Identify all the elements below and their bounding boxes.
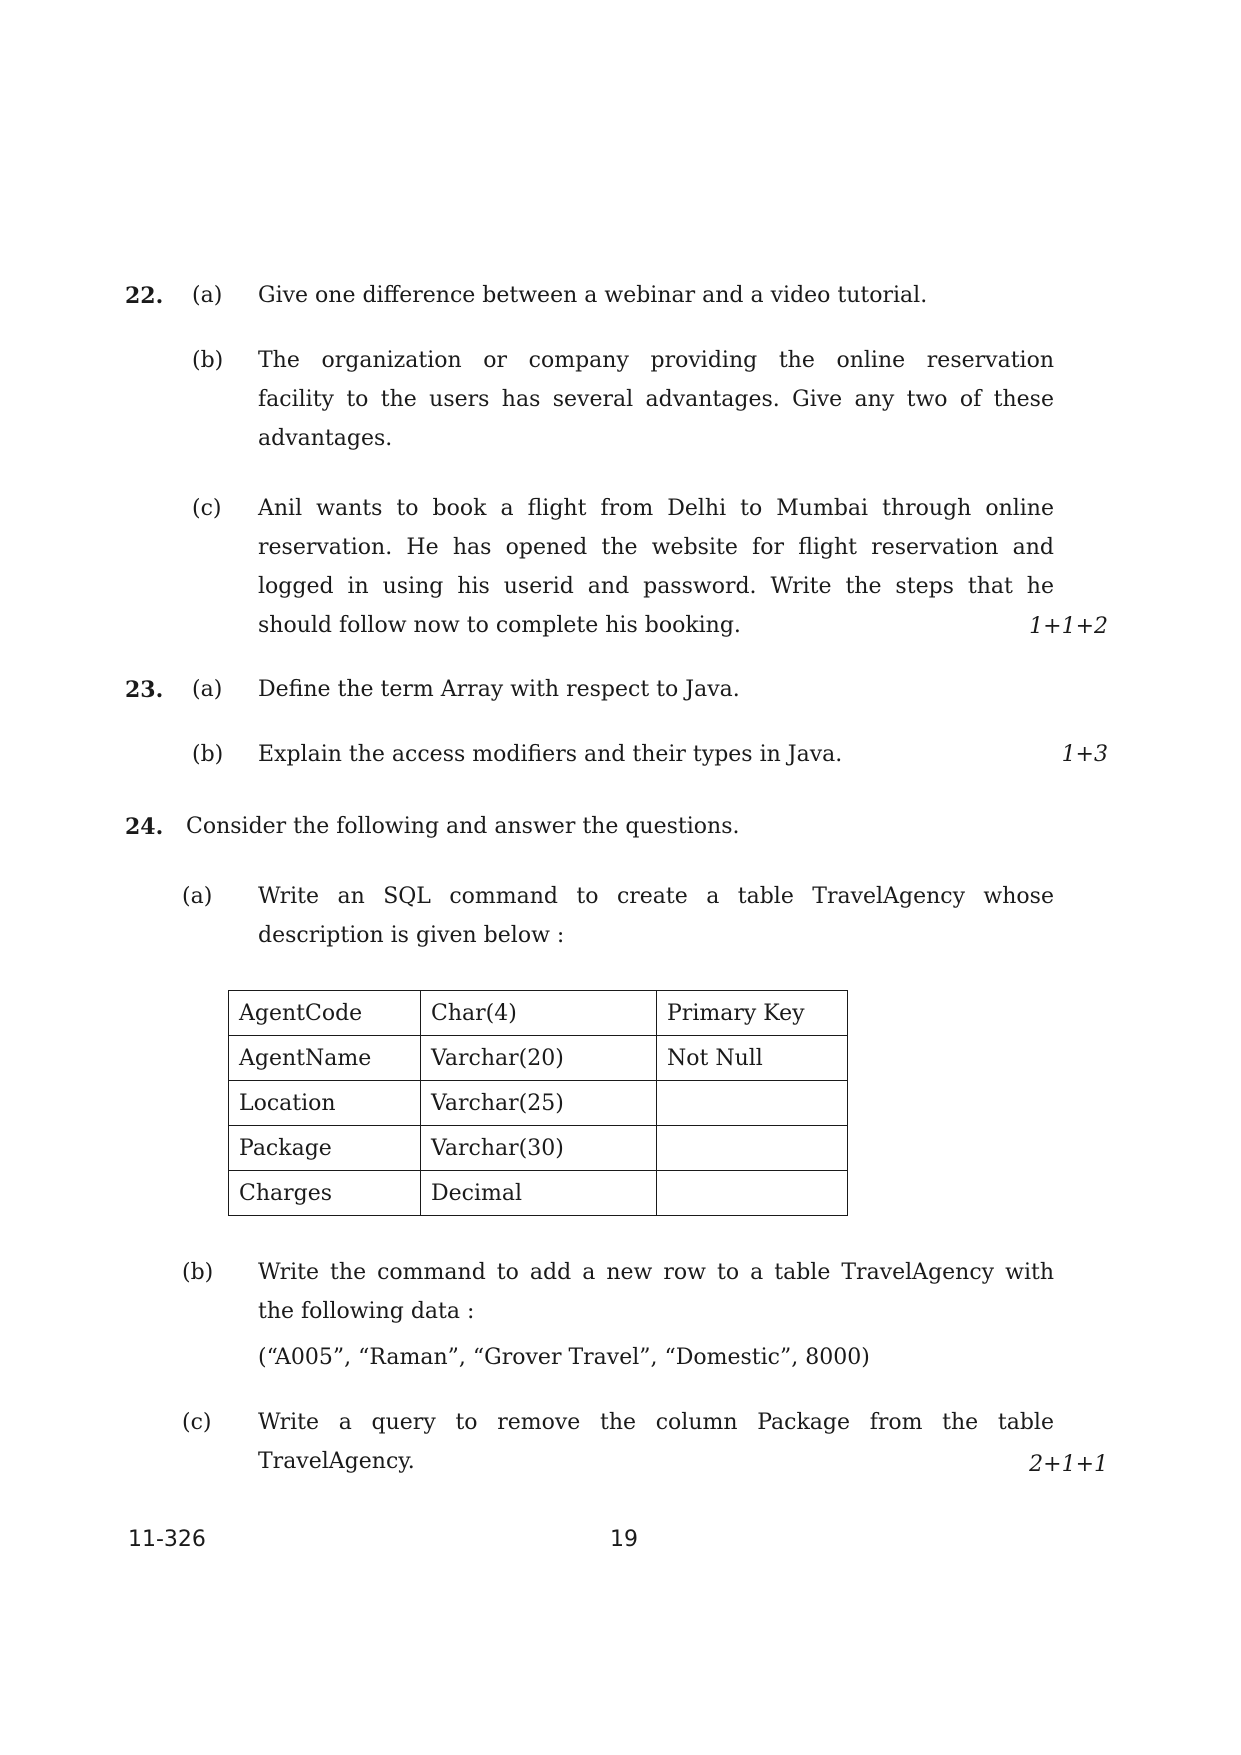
q22-marks: 1+1+2 bbox=[1029, 614, 1108, 639]
q24-b-text bbox=[258, 1253, 1054, 1331]
q24-a-line: Write an SQL command to create a table TravelAgency whose bbox=[258, 884, 1054, 909]
q22-c-line: reservation. He has opened the website for flight reservation and bbox=[258, 535, 1054, 560]
table-row bbox=[229, 991, 848, 1036]
q24-a-text bbox=[258, 877, 1054, 955]
table-row bbox=[229, 1171, 848, 1216]
q22-c-line: logged in using his userid and password. Write the steps that he bbox=[258, 574, 1054, 599]
table-cell: Varchar(30) bbox=[421, 1126, 657, 1171]
q22-b-line: facility to the users has several advantages. Give any two of these bbox=[258, 387, 1054, 412]
table-cell: Location bbox=[229, 1081, 421, 1126]
q22-a-text bbox=[258, 283, 1058, 308]
q24-b-data: (“A005”, “Raman”, “Grover Travel”, “Domestic”, 8000) bbox=[258, 1345, 870, 1370]
q23-a-label: (a) bbox=[192, 677, 223, 702]
table-cell: Varchar(20) bbox=[421, 1036, 657, 1081]
q24-c-label: (c) bbox=[182, 1410, 212, 1435]
table-cell: Decimal bbox=[421, 1171, 657, 1216]
table-cell: Varchar(25) bbox=[421, 1081, 657, 1126]
table-cell: Package bbox=[229, 1126, 421, 1171]
table-cell: Not Null bbox=[657, 1036, 848, 1081]
question-number-22: 22. bbox=[125, 283, 164, 309]
q22-a-line: Give one difference between a webinar and a video tutorial. bbox=[258, 283, 928, 308]
table-cell: Primary Key bbox=[657, 991, 848, 1036]
q24-a-line: description is given below : bbox=[258, 923, 565, 948]
page-number: 19 bbox=[610, 1527, 638, 1552]
q22-b-text bbox=[258, 341, 1054, 458]
q22-b-label: (b) bbox=[192, 348, 224, 373]
travel-agency-description-table bbox=[228, 990, 848, 1216]
table-cell: Charges bbox=[229, 1171, 421, 1216]
table-cell bbox=[657, 1171, 848, 1216]
question-number-23: 23. bbox=[125, 677, 164, 703]
q22-c-line: should follow now to complete his booking. bbox=[258, 613, 741, 638]
q23-marks: 1+3 bbox=[1061, 742, 1108, 767]
q22-b-line: advantages. bbox=[258, 426, 393, 451]
q24-b-line: Write the command to add a new row to a table TravelAgency with bbox=[258, 1260, 1054, 1285]
q24-c-text bbox=[258, 1403, 1054, 1481]
table-cell: Char(4) bbox=[421, 991, 657, 1036]
q23-b-label: (b) bbox=[192, 742, 224, 767]
q24-intro: Consider the following and answer the questions. bbox=[186, 814, 740, 839]
q24-a-label: (a) bbox=[182, 884, 213, 909]
q22-c-label: (c) bbox=[192, 496, 222, 521]
q22-b-line: The organization or company providing the online reservation bbox=[258, 348, 1054, 373]
table-row bbox=[229, 1036, 848, 1081]
q23-b-text: Explain the access modifiers and their types in Java. bbox=[258, 742, 843, 767]
table-cell: AgentName bbox=[229, 1036, 421, 1081]
q24-c-line: Write a query to remove the column Package from the table bbox=[258, 1410, 1054, 1435]
q24-marks: 2+1+1 bbox=[1029, 1452, 1108, 1477]
q22-c-line: Anil wants to book a flight from Delhi to Mumbai through online bbox=[258, 496, 1054, 521]
q24-b-label: (b) bbox=[182, 1260, 214, 1285]
q24-b-line: the following data : bbox=[258, 1299, 475, 1324]
q24-c-line: TravelAgency. bbox=[258, 1449, 415, 1474]
paper-code: 11-326 bbox=[128, 1527, 206, 1552]
q22-c-text bbox=[258, 489, 1054, 645]
table-row bbox=[229, 1081, 848, 1126]
question-number-24: 24. bbox=[125, 814, 164, 840]
table-row bbox=[229, 1126, 848, 1171]
q23-a-text: Define the term Array with respect to Java. bbox=[258, 677, 740, 702]
table-cell: AgentCode bbox=[229, 991, 421, 1036]
table-cell bbox=[657, 1081, 848, 1126]
table-cell bbox=[657, 1126, 848, 1171]
q22-a-label: (a) bbox=[192, 283, 223, 308]
